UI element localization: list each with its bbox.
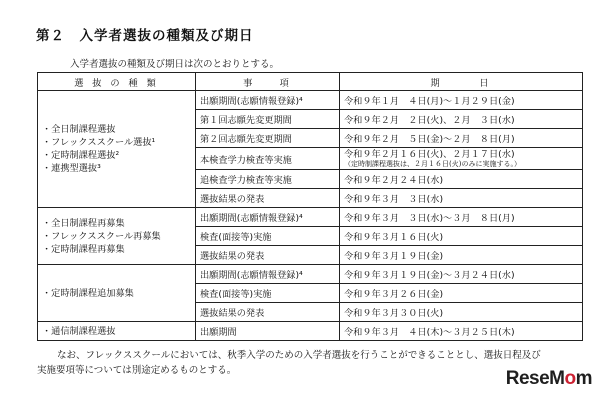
- category-cell: [38, 208, 196, 265]
- period-cell: [340, 148, 583, 170]
- category-label: ・フレックススクール選抜¹: [42, 137, 156, 148]
- item-cell: 出願期間(志願情報登録)⁴: [196, 208, 340, 227]
- category-cell: [38, 322, 196, 341]
- period-cell: 令和９年３月３０日(火): [340, 303, 583, 322]
- period-cell: 令和９年３月２６日(金): [340, 284, 583, 303]
- period-cell: 令和９年２月 ２日(火)、２月 ３日(水): [340, 110, 583, 129]
- item-cell: 第２回志願先変更期間: [196, 129, 340, 148]
- item-cell: 選抜結果の発表: [196, 303, 340, 322]
- category-label: ・全日制課程選抜: [42, 124, 116, 135]
- header-item: 事 項: [196, 73, 340, 91]
- intro-text: 入学者選抜の種類及び期日は次のとおりとする。: [70, 59, 280, 70]
- category-cell: [38, 91, 196, 208]
- category-label: ・定時制課程追加募集: [42, 287, 134, 299]
- table-row: [38, 91, 583, 110]
- item-cell: 出願期間(志願情報登録)⁴: [196, 265, 340, 284]
- footnote-line-2: 実施要項等については別途定めるものとする。: [37, 365, 237, 376]
- item-cell: 出願期間(志願情報登録)⁴: [196, 91, 340, 110]
- period-cell: 令和９年３月 ４日(木)～３月２５日(木): [340, 322, 583, 341]
- table-header-row: [38, 73, 583, 91]
- period-note: （定時制課程選抜は、２月１６日(火)のみに実施する。）: [344, 160, 521, 168]
- category-cell: [38, 265, 196, 322]
- resemom-logo: ReseMom: [505, 368, 592, 389]
- schedule-table: [37, 72, 583, 341]
- category-label: ・定時制課程選抜²: [42, 150, 120, 161]
- item-cell: 本検査学力検査等実施: [196, 148, 340, 170]
- category-label: ・フレックススクール再募集: [42, 230, 161, 242]
- item-cell: 追検査学力検査等実施: [196, 170, 340, 189]
- item-cell: 出願期間: [196, 322, 340, 341]
- section-heading: 第２ 入学者選抜の種類及び期日: [36, 28, 254, 44]
- category-label: ・定時制課程再募集: [42, 243, 125, 255]
- period-cell: 令和９年３月１６日(火): [340, 227, 583, 246]
- header-type: 選 抜 の 種 類: [38, 73, 196, 91]
- category-label: ・全日制課程再募集: [42, 217, 125, 229]
- category-label: ・連携型選抜³: [42, 163, 101, 174]
- period-cell: 令和９年３月１９日(金)～３月２４日(水): [340, 265, 583, 284]
- item-cell: 選抜結果の発表: [196, 246, 340, 265]
- period-cell: 令和９年１月 ４日(月)～１月２９日(金): [340, 91, 583, 110]
- item-cell: 選抜結果の発表: [196, 189, 340, 208]
- period-text: 令和９年２月１６日(火)、２月１７日(水): [344, 149, 515, 160]
- footnote-line-1: なお、フレックススクールにおいては、秋季入学のための入学者選抜を行うことができることとし、選抜日程及び: [57, 350, 541, 361]
- footnote: [37, 348, 585, 378]
- period-cell: 令和９年３月 ３日(水): [340, 189, 583, 208]
- period-cell: 令和９年３月 ３日(水)～３月 ８日(月): [340, 208, 583, 227]
- category-label: ・通信制課程選抜: [42, 325, 116, 337]
- period-cell: 令和９年２月２４日(水): [340, 170, 583, 189]
- period-cell: 令和９年２月 ５日(金)～２月 ８日(月): [340, 129, 583, 148]
- item-cell: 検査(面接等)実施: [196, 284, 340, 303]
- item-cell: 第１回志願先変更期間: [196, 110, 340, 129]
- table-row: [38, 208, 583, 227]
- table-row: [38, 265, 583, 284]
- period-cell: 令和９年３月１９日(金): [340, 246, 583, 265]
- header-period: 期 日: [340, 73, 583, 91]
- table-row: [38, 322, 583, 341]
- item-cell: 検査(面接等)実施: [196, 227, 340, 246]
